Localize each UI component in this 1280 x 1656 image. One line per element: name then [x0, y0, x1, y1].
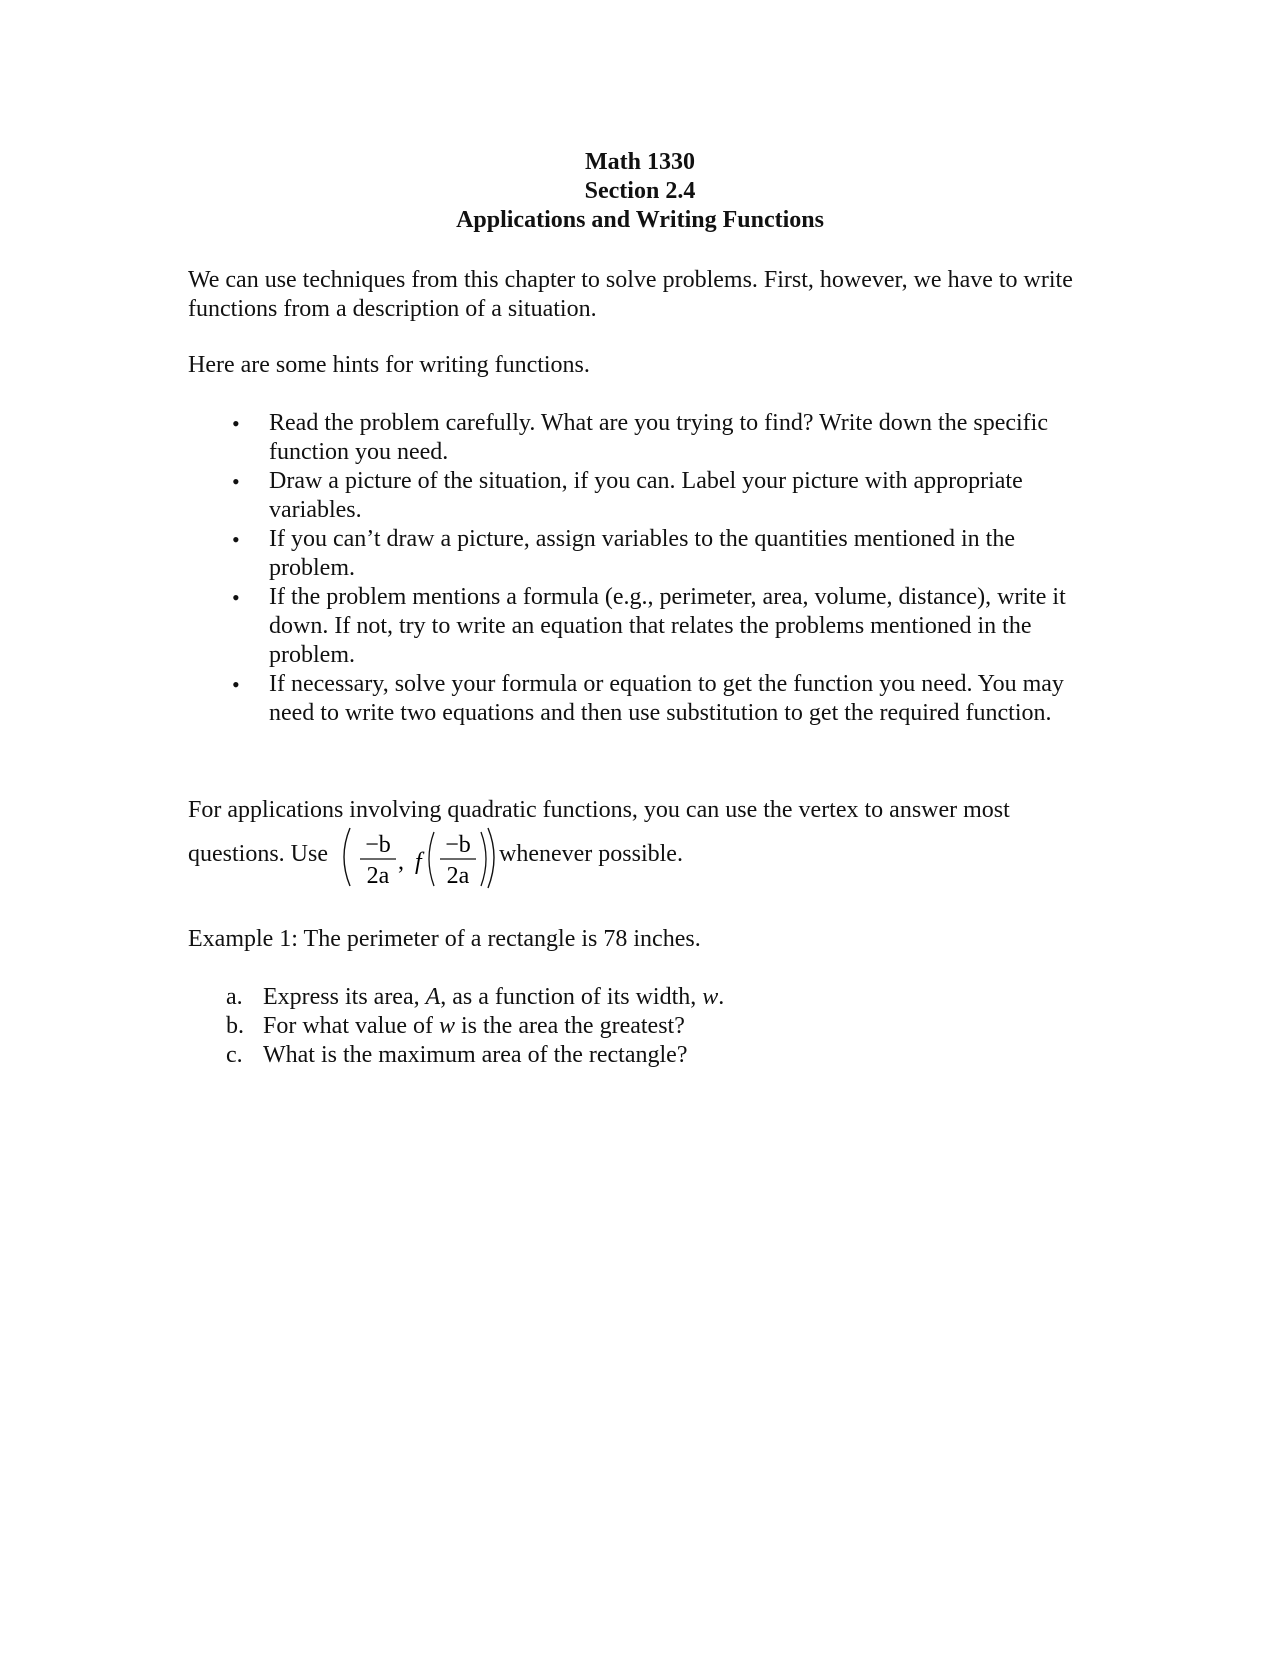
- hint-text: If the problem mentions a formula (e.g., perimeter, area, volume, distance), write it down. If not, try to write an equation that relates the problems mentioned in the problem.: [269, 584, 1066, 668]
- fraction-denominator: 2a: [446, 863, 470, 889]
- part-text: What is the maximum area of the rectangle?: [263, 1042, 688, 1068]
- bullet-icon: •: [232, 672, 240, 697]
- list-item: [188, 670, 1088, 728]
- topic-title: Applications and Writing Functions: [456, 207, 824, 233]
- example-statement: Example 1: The perimeter of a rectangle is 78 inches.: [188, 926, 701, 952]
- bullet-icon: •: [232, 411, 240, 436]
- part-text: , as a function of its width,: [440, 984, 703, 1010]
- fraction-numerator: −b: [365, 832, 391, 858]
- intro-paragraph: We can use techniques from this chapter to solve problems. First, however, we have to write functions from a description of a situation.: [188, 267, 1073, 322]
- hints-lead: Here are some hints for writing functions.: [188, 352, 590, 378]
- bullet-icon: •: [232, 585, 240, 610]
- part-text: For what value of: [263, 1013, 439, 1039]
- formula-comma: ,: [398, 849, 404, 875]
- part-text: .: [718, 984, 725, 1010]
- use-label: questions. Use: [188, 841, 328, 867]
- part-marker: a.: [226, 984, 243, 1010]
- list-item: [188, 467, 1088, 525]
- part-marker: c.: [226, 1042, 243, 1068]
- variable-w: w: [702, 984, 719, 1010]
- hint-text: If necessary, solve your formula or equation to get the function you need. You may need to write two equations and then use substitution to get the required function.: [269, 671, 1064, 726]
- formula-function: f: [415, 849, 422, 875]
- section-title: Section 2.4: [584, 178, 696, 204]
- part-marker: b.: [226, 1013, 244, 1039]
- list-item: [188, 1012, 1088, 1041]
- hint-text: If you can’t draw a picture, assign variables to the quantities mentioned in the problem.: [269, 526, 1016, 581]
- title-block: [0, 148, 1280, 235]
- part-text: Express its area,: [263, 984, 426, 1010]
- quadratic-line: For applications involving quadratic functions, you can use the vertex to answer most: [188, 797, 1010, 823]
- paren-inner-left-icon: [429, 832, 434, 886]
- bullet-icon: •: [232, 469, 240, 494]
- list-item: [188, 583, 1088, 670]
- list-item: [188, 983, 1088, 1012]
- list-item: [188, 409, 1088, 467]
- paren-inner-right-icon: [481, 832, 486, 886]
- variable-w: w: [438, 1013, 455, 1039]
- paren-right-icon: [488, 828, 494, 888]
- hint-text: Draw a picture of the situation, if you can. Label your picture with appropriate variables.: [269, 468, 1023, 523]
- part-text: is the area the greatest?: [454, 1013, 685, 1039]
- whenever-label: whenever possible.: [499, 841, 683, 867]
- fraction-denominator: 2a: [366, 863, 390, 889]
- example-parts: [188, 983, 1088, 1070]
- fraction-numerator: −b: [445, 832, 471, 858]
- list-item: [188, 525, 1088, 583]
- hint-text: Read the problem carefully. What are you trying to find? Write down the specific function you need.: [269, 410, 1048, 465]
- paren-left-icon: [344, 828, 350, 886]
- variable-A: A: [425, 984, 441, 1010]
- list-item: [188, 1041, 1088, 1070]
- hints-list: [188, 409, 1088, 728]
- bullet-icon: •: [232, 527, 240, 552]
- course-title: Math 1330: [585, 149, 695, 175]
